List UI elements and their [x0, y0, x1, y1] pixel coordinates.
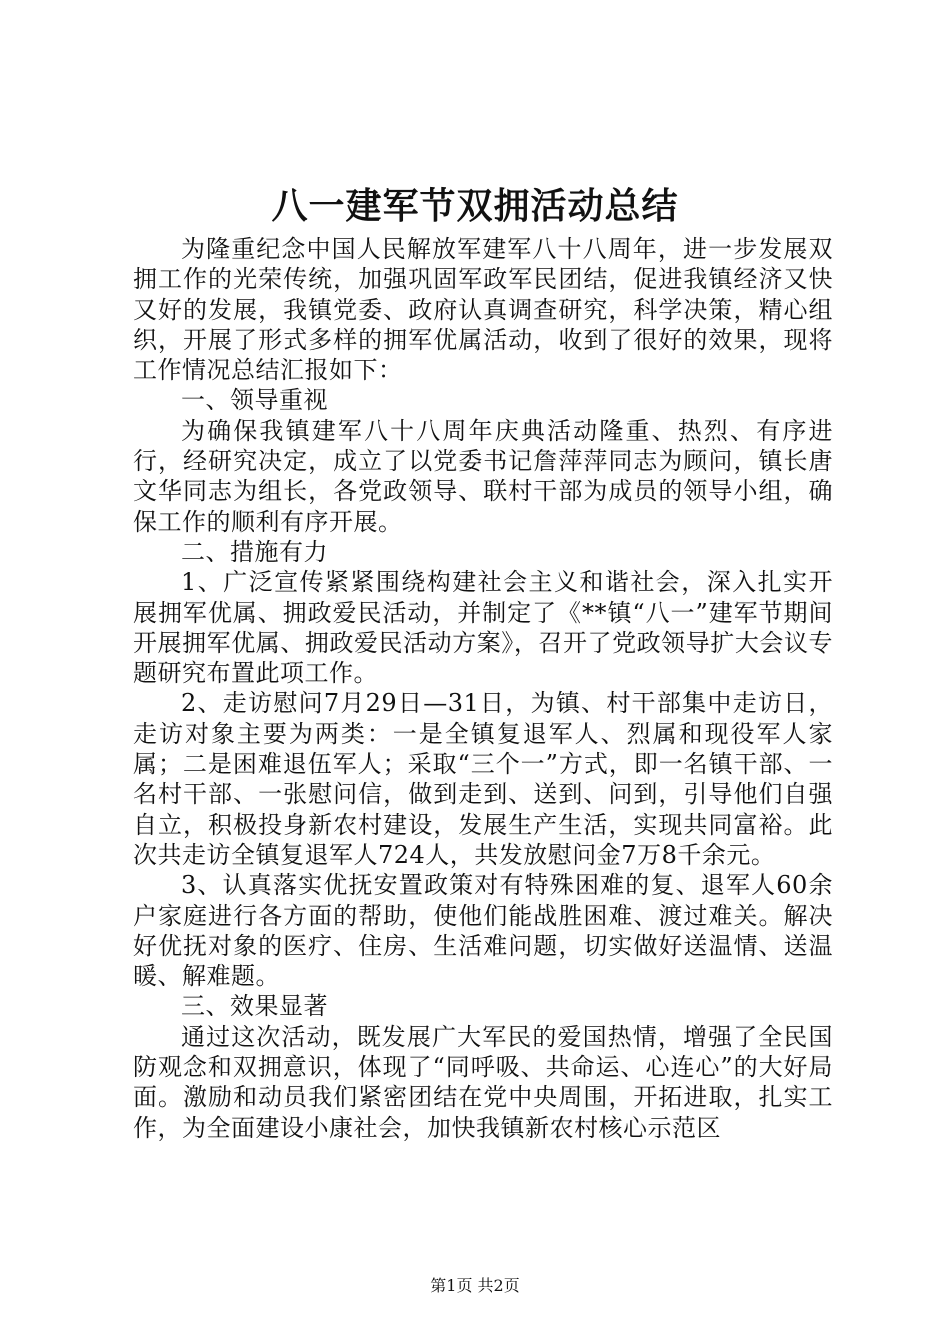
section-heading-measures: 二、措施有力	[181, 537, 328, 566]
document-title: 八一建军节双拥活动总结	[271, 185, 679, 227]
results-paragraph: 通过这次活动，既发展广大军民的爱国热情，增强了全民国防观念和双拥意识，体现了“同呼吸、共命运、心连心”的大好局面。激励和动员我们紧密团结在党中央周围，开拓进取，扎实工作，为全面建设小康社会，加快我镇新农村核心示范区	[133, 1022, 833, 1142]
leadership-paragraph: 为确保我镇建军八十八周年庆典活动隆重、热烈、有序进行，经研究决定，成立了以党委书记詹萍萍同志为顾问，镇长唐文华同志为组长，各党政领导、联村干部为成员的领导小组，确保工作的顺利有序开展。	[133, 416, 833, 536]
section-heading-leadership: 一、领导重视	[181, 386, 328, 415]
measure-3-paragraph: 3、认真落实优抚安置政策对有特殊困难的复、退军人60余户家庭进行各方面的帮助，使他们能战胜困难、渡过难关。解决好优抚对象的医疗、住房、生活难问题，切实做好送温情、送温暖、解难题。	[133, 871, 833, 991]
measure-1-paragraph: 1、广泛宣传紧紧围绕构建社会主义和谐社会，深入扎实开展拥军优属、拥政爱民活动，并制定了《**镇“八一”建军节期间开展拥军优属、拥政爱民活动方案》，召开了党政领导扩大会议专题研究布置此项工作。	[133, 568, 833, 688]
page-footer: 第1页 共2页	[430, 1276, 520, 1295]
document-body	[133, 234, 833, 1143]
measure-2-paragraph: 2、走访慰问7月29日—31日，为镇、村干部集中走访日，走访对象主要为两类：一是全镇复退军人、烈属和现役军人家属；二是困难退伍军人；采取“三个一”方式，即一名镇干部、一名村干部、一张慰问信，做到走到、送到、问到，引导他们自强自立，积极投身新农村建设，发展生产生活，实现共同富裕。此次共走访全镇复退军人724人，共发放慰问金7万8千余元。	[133, 689, 833, 869]
intro-paragraph: 为隆重纪念中国人民解放军建军八十八周年，进一步发展双拥工作的光荣传统，加强巩固军政军民团结，促进我镇经济又快又好的发展，我镇党委、政府认真调查研究，科学决策，精心组织，开展了形式多样的拥军优属活动，收到了很好的效果，现将工作情况总结汇报如下：	[133, 235, 833, 385]
section-heading-results: 三、效果显著	[181, 992, 328, 1021]
